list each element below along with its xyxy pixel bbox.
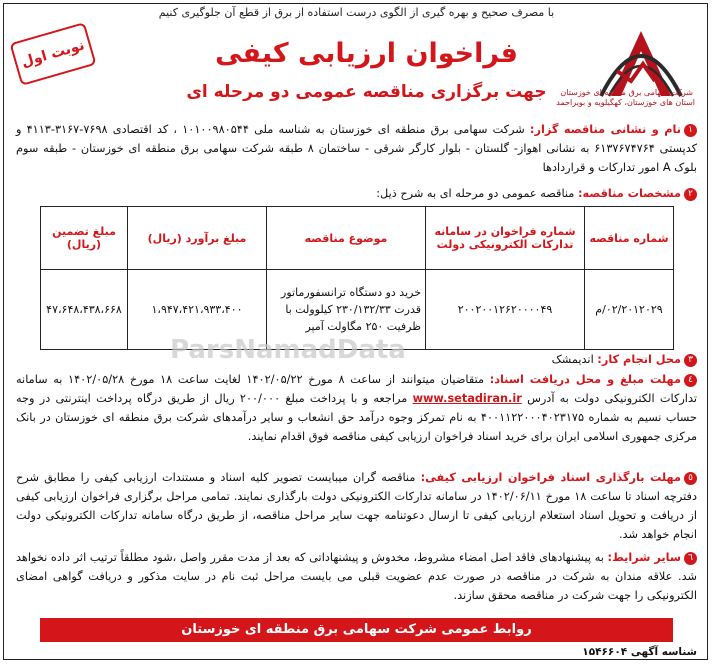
number-5-icon: ٥ bbox=[684, 472, 697, 485]
watermark: ParsNamadData bbox=[170, 335, 406, 365]
section-3 bbox=[16, 350, 697, 369]
section-6 bbox=[16, 548, 697, 605]
section-1-text: شرکت سهامی برق منطقه ای خوزستان به شناسه ملی ۱۰۱۰۰۹۸۰۵۴۴ ، کد اقتصادی ۷۶۹۸-۳۱۶۷-۴۱۱۳ و کدپستی ۶۱۳۷۶۷۴۷۶۴ به نشانی اهواز- گلستان - بلوار کارگر شرقی - ساختمان ۸ طبقه شرکت سهامی برق منطقه ای خوزستان - طبقه سوم بلوک A امور تدارکات و قراردادها bbox=[16, 123, 698, 174]
table-cell: ۱،۹۴۷،۴۲۱،۹۳۳،۴۰۰ bbox=[128, 270, 267, 350]
ad-id: شناسه آگهی ۱۵۴۶۶۰۴ bbox=[582, 646, 697, 658]
number-2-icon: ٢ bbox=[684, 188, 697, 201]
number-4-icon: ٤ bbox=[684, 374, 697, 387]
col-header: مبلغ برآورد (ریال) bbox=[128, 207, 267, 270]
section-4 bbox=[16, 370, 697, 446]
col-header: موضوع مناقصه bbox=[267, 207, 426, 270]
logo-caption-2: استان های خوزستان، کهگیلویه و بویراحمد bbox=[556, 98, 695, 107]
tagline: با مصرف صحیح و بهره گیری از الگوی درست استفاده از برق از قطع آن جلوگیری کنیم bbox=[158, 6, 555, 19]
section-2 bbox=[16, 184, 697, 203]
section-2-text: مناقصه عمومی دو مرحله ای به شرح ذیل: bbox=[376, 187, 575, 200]
number-3-icon: ٣ bbox=[684, 354, 697, 367]
number-6-icon: ٦ bbox=[684, 552, 697, 565]
section-1 bbox=[16, 120, 697, 177]
logo-caption-1: شرکت سهامی برق منطقه ای خوزستان bbox=[560, 88, 693, 97]
page-title: فراخوان ارزیابی کیفی bbox=[215, 38, 518, 69]
table-cell: خرید دو دستگاه ترانسفورماتور قدرت ۲۳۰/۱۳۲/۳۳ کیلوولت با ظرفیت ۲۵۰ مگاولت آمپر bbox=[267, 270, 426, 350]
section-6-text: به پیشنهادهای فاقد اصل امضاء مشروط، مخدوش و پیشنهاداتی که بعد از مدت مقرر واصل ،شود مطلقاً ترتیب اثر داده نخواهد شد. علاقه مندان به شرکت در مناقصه در صورت عدم عضویت قبلی می بایست مراحل ثبت نام در سایت مذکور و دریافت گواهی امضای الکترونیکی را جهت شرکت در مناقصه محقق سازند. bbox=[16, 551, 697, 602]
table-cell: ۴۷،۶۴۸،۴۳۸،۶۶۸ bbox=[41, 270, 128, 350]
section-5-label: مهلت بارگذاری اسناد فراخوان ارزیابی کیفی: bbox=[420, 471, 681, 484]
number-1-icon: ١ bbox=[684, 124, 697, 137]
col-header: شماره مناقصه bbox=[585, 207, 674, 270]
table-cell: ۰۲/۲۰۱۲۰۲۹/م bbox=[585, 270, 674, 350]
section-4-text-a: متقاضیان میتوانند از ساعت ۸ مورخ ۱۴۰۲/۰۵/۲۲ لغایت ساعت ۱۸ مورخ ۱۴۰۲/۰۵/۲۸ به سامانه تدارکات الکترونیکی دولت به آدرس bbox=[16, 373, 698, 405]
section-3-text: اندیمشک bbox=[551, 353, 594, 366]
section-6-label: سایر شرایط: bbox=[607, 551, 682, 564]
tender-table bbox=[40, 206, 674, 350]
footer-banner: روابط عمومی شرکت سهامی برق منطقه ای خوزستان bbox=[40, 618, 673, 642]
table-header-row bbox=[41, 207, 674, 270]
col-header: مبلغ تضمین (ریال) bbox=[41, 207, 128, 270]
section-5 bbox=[16, 468, 697, 544]
section-4-text-b: مراجعه و با پرداخت مبلغ ۲۰۰/۰۰۰ ریال از طریق درگاه پرداخت اینترنتی در وجه حساب نسیم به شماره ۴۰۰۱۱۲۲۰۰۰۴۰۲۳۱۷۵ به نام تمرکز وجوه درآمد حق انشعاب و سایر درآمدهای شرکت برق منطقه ای خوزستان در بانک مرکزی جمهوری اسلامی ایران برای خرید اسناد فراخوان ارزیابی کیفی مناقصه فوق اقدام نمایند. bbox=[16, 392, 697, 443]
section-4-label: مهلت مبلغ و محل دریافت اسناد: bbox=[489, 373, 681, 386]
table-cell: ۲۰۰۲۰۰۱۲۶۲۰۰۰۰۴۹ bbox=[426, 270, 585, 350]
setadiran-link[interactable]: www.setadiran.ir bbox=[412, 392, 522, 405]
section-5-text: مناقصه گران میبایست تصویر کلیه اسناد و مستندات ارزیابی کیفی را مطابق شرح دفترچه اسناد تا ساعت ۱۸ مورخ ۱۴۰۲/۰۶/۱۱ در سامانه تدارکات الکترونیکی دولت بارگذاری نمایند. تمامی مراحل برگزاری فراخوان ارزیابی کیفی از دریافت و تحویل اسناد استعلام ارزیابی کیفی تا ارسال دعوتنامه جهت سایر مراحل مناقصه، از طریق درگاه سامانه تدارکات الکترونیکی دولت انجام خواهد شد. bbox=[16, 471, 697, 541]
edition-badge: نوبت اول bbox=[9, 22, 96, 86]
section-2-label: مشخصات مناقصه: bbox=[577, 187, 681, 200]
page-subtitle: جهت برگزاری مناقصه عمومی دو مرحله ای bbox=[186, 82, 547, 102]
section-1-label: نام و نشانی مناقصه گزار: bbox=[529, 123, 682, 136]
col-header: شماره فراخوان در سامانه تدارکات الکترونیکی دولت bbox=[426, 207, 585, 270]
section-3-label: محل انجام کار: bbox=[597, 353, 681, 366]
